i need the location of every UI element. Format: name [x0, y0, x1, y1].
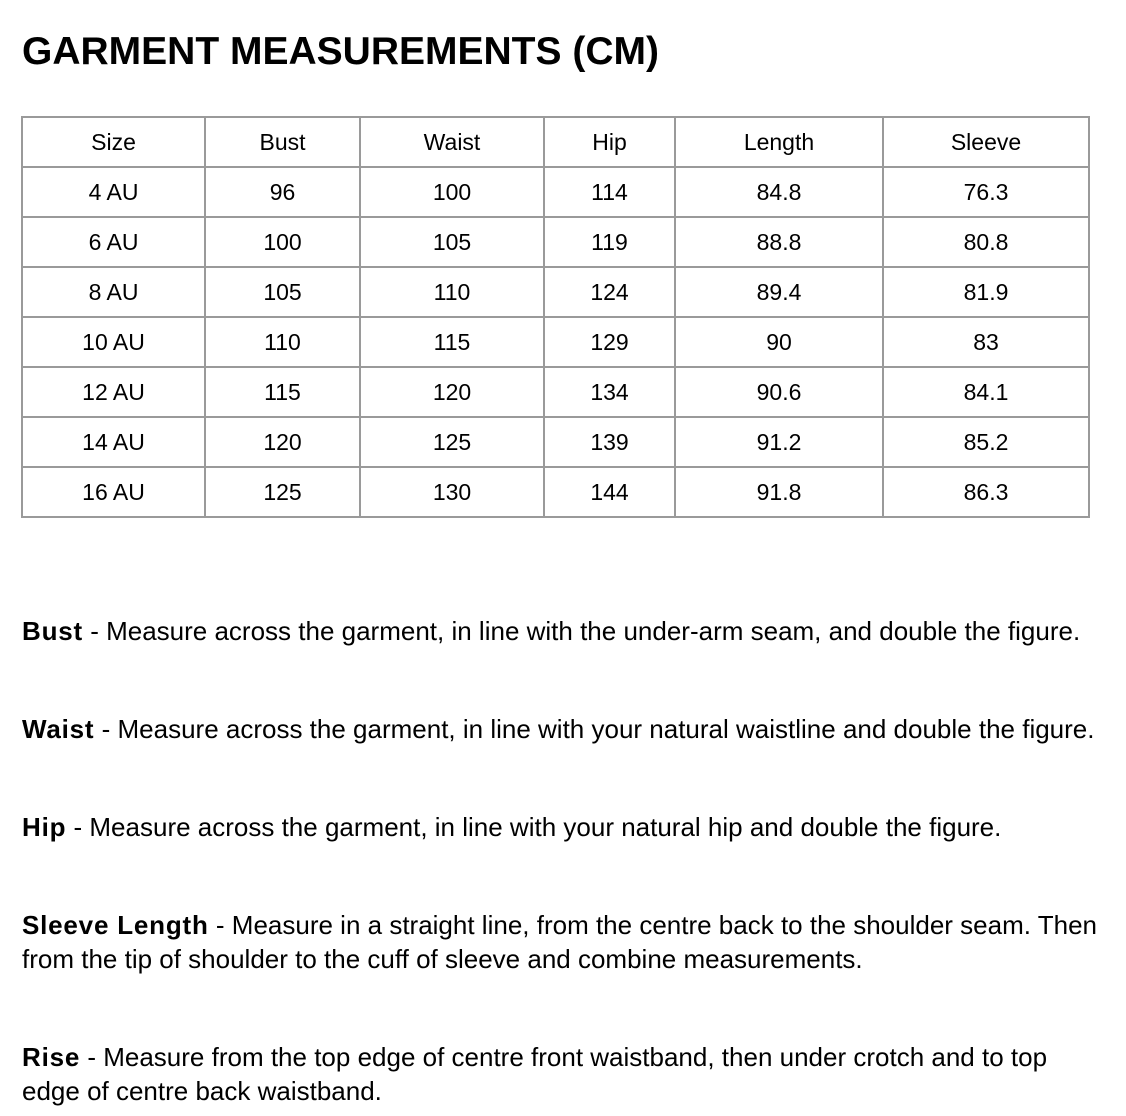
cell-length: 91.2 [675, 417, 883, 467]
cell-waist: 100 [360, 167, 544, 217]
header-sleeve: Sleeve [883, 117, 1089, 167]
bust-term: Bust [22, 616, 83, 646]
table-row [22, 167, 1089, 217]
sleeve-length-note [22, 908, 1104, 976]
cell-waist: 115 [360, 317, 544, 367]
cell-waist: 125 [360, 417, 544, 467]
cell-hip: 134 [544, 367, 675, 417]
table-row [22, 267, 1089, 317]
table-header [22, 117, 1089, 167]
waist-description: - Measure across the garment, in line with your natural waistline and double the figure. [94, 714, 1095, 744]
table-row [22, 217, 1089, 267]
cell-hip: 139 [544, 417, 675, 467]
waist-term: Waist [22, 714, 95, 744]
rise-note [22, 1040, 1104, 1108]
cell-bust: 115 [205, 367, 360, 417]
cell-sleeve: 76.3 [883, 167, 1089, 217]
cell-bust: 100 [205, 217, 360, 267]
cell-hip: 144 [544, 467, 675, 517]
cell-bust: 96 [205, 167, 360, 217]
header-bust: Bust [205, 117, 360, 167]
cell-waist: 105 [360, 217, 544, 267]
cell-size: 10 AU [22, 317, 205, 367]
hip-note [22, 810, 1001, 844]
cell-hip: 114 [544, 167, 675, 217]
cell-size: 8 AU [22, 267, 205, 317]
hip-description: - Measure across the garment, in line with your natural hip and double the figure. [66, 812, 1002, 842]
cell-size: 6 AU [22, 217, 205, 267]
cell-bust: 125 [205, 467, 360, 517]
cell-length: 90.6 [675, 367, 883, 417]
bust-note [22, 614, 1080, 648]
cell-length: 84.8 [675, 167, 883, 217]
cell-sleeve: 86.3 [883, 467, 1089, 517]
waist-note [22, 712, 1094, 746]
measurements-table [21, 116, 1090, 518]
cell-length: 89.4 [675, 267, 883, 317]
header-size: Size [22, 117, 205, 167]
cell-sleeve: 83 [883, 317, 1089, 367]
rise-term: Rise [22, 1042, 81, 1072]
cell-length: 90 [675, 317, 883, 367]
bust-description: - Measure across the garment, in line with the under-arm seam, and double the figure. [82, 616, 1081, 646]
cell-size: 16 AU [22, 467, 205, 517]
cell-bust: 110 [205, 317, 360, 367]
cell-sleeve: 85.2 [883, 417, 1089, 467]
rise-description: - Measure from the top edge of centre front waistband, then under crotch and to top edge of centre back waistband. [22, 1042, 1048, 1106]
table-row [22, 467, 1089, 517]
cell-waist: 120 [360, 367, 544, 417]
sleeve-length-description: - Measure in a straight line, from the centre back to the shoulder seam. Then from the tip of shoulder to the cuff of sleeve and combine measurements. [22, 910, 1097, 974]
header-length: Length [675, 117, 883, 167]
cell-size: 4 AU [22, 167, 205, 217]
cell-hip: 129 [544, 317, 675, 367]
cell-bust: 105 [205, 267, 360, 317]
sleeve-length-term: Sleeve Length [22, 910, 209, 940]
cell-hip: 124 [544, 267, 675, 317]
header-row [22, 117, 1089, 167]
table-body [22, 167, 1089, 517]
cell-hip: 119 [544, 217, 675, 267]
page-title: GARMENT MEASUREMENTS (CM) [22, 30, 659, 73]
cell-waist: 130 [360, 467, 544, 517]
table-row [22, 367, 1089, 417]
cell-size: 14 AU [22, 417, 205, 467]
cell-waist: 110 [360, 267, 544, 317]
cell-sleeve: 80.8 [883, 217, 1089, 267]
cell-size: 12 AU [22, 367, 205, 417]
table-row [22, 417, 1089, 467]
cell-bust: 120 [205, 417, 360, 467]
cell-sleeve: 81.9 [883, 267, 1089, 317]
table-row [22, 317, 1089, 367]
cell-length: 91.8 [675, 467, 883, 517]
cell-length: 88.8 [675, 217, 883, 267]
header-hip: Hip [544, 117, 675, 167]
cell-sleeve: 84.1 [883, 367, 1089, 417]
hip-term: Hip [22, 812, 67, 842]
header-waist: Waist [360, 117, 544, 167]
